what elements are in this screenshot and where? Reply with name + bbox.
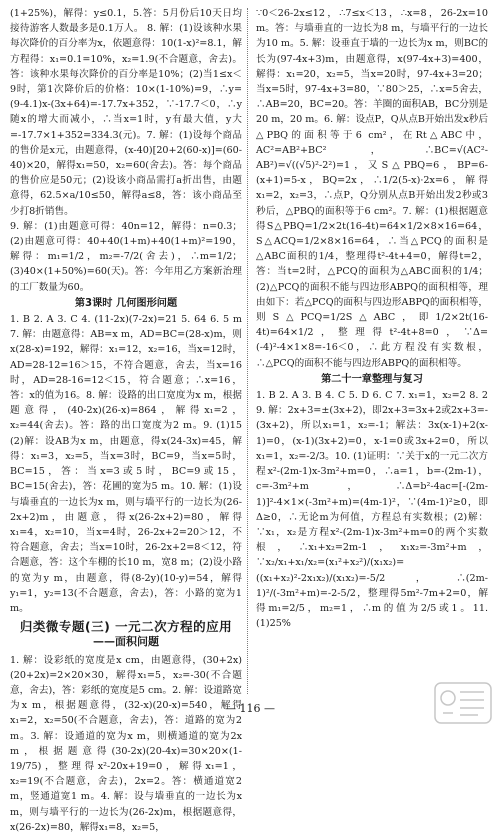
answer-paragraph: 1. B 2. A 3. B 4. C 5. D 6. C 7. x₁=1，x₂=2 8. 2 9. 解：2x+3=±(3x+2)，即2x+3=3x+2或2x+3=-(3x+2)，所以x₁=1，x₂=-1；解法：3x(x-1)+2(x-1)=0，(x-1)(3x+2)=0，x-1=0或3x+2=0，所以x₁=1，x₂=-2/3。10. (1)证明：∵关于x的一元二次方程x²-(2m-1)x-3m²+m=0，∴a=1，b=-(2m-1)，c=-3m²+m，∴Δ=b²-4ac=[-(2m-1)]²-4×1×(-3m²+m)=(4m-1)²，∵(4m-1)²≥0，即Δ≥0，∴无论m为何值，方程总有实数根；(2)解：∵x₁，x₂是方程x²-(2m-1)x-3m²+m=0的两个实数根，∴x₁+x₂=2m-1，x₁x₂=-3m²+m，∵x₂/x₁+x₁/x₂=(x₁²+x₂²)/(x₁x₂)=((x₁+x₂)²-2x₁x₂)/(x₁x₂)=-5/2，∴(2m-1)²/(-3m²+m)=-2-5/2，整理得5m²-7m+2=0，解得m₁=2/5，m₂=1，∴m的值为2/5或1。11. (1)25% [256, 390, 488, 630]
answer-paragraph: 9. 解：(1)由题意可得：40n=12，解得：n=0.3；(2)由题意可得：40+40(1+m)+40(1+m)²=190，解得：m₁=1/2，m₂=-7/2(舍去)，∴m=1/2；(3)40×(1+50%)=60(天)。答：今年用乙方案新治理的工厂数量为60。 [10, 220, 242, 293]
topic-subtitle: ——面积问题 [93, 635, 159, 649]
watermark-logo-icon [434, 682, 492, 724]
answer-paragraph: ∵0＜26-2x≤12，∴7≤x＜13，∴x=8，26-2x=10 m。答：与墙垂直的一边长为8 m，与墙平行的一边长为10 m。5. 解：设垂直于墙的一边长为x m，则BC的长为(97-4x+3)m，由题意得，x(97-4x+3)=400，解得：x₁=20，x₂=5，当x=20时，97-4x+3=20；当x=5时，97-4x+3=80，∵80＞25，∴x=5舍去，∴AB=20，BC=20。答：羊圈的面积AB，BC分别是20 m，20 m。6. 解：设点P，Q从点B开始出发x秒后△PBQ的面积等于6 cm²，在Rt△ABC中，AC²=AB²+BC²，∴BC=√(AC²-AB²)=√((√5)²-2²)=1，又S△PBQ=6，BP=6-(x+1)=5-x，BQ=2x，∴1/2(5-x)·2x=6，解得x₁=2，x₂=3，∴点P，Q分别从点B开始出发2秒或3秒后，△PBQ的面积等于6 cm²。7. 解：(1)根据题意得S△PBQ=1/2×2t(16-4t)=64×1/2×8×16=64，S△ACQ=1/2×8×16=64，∴当△PCQ的面积是△ABC面积的1/4，整理得t²-4t+4=0，解得t=2，答：当t=2时，△PCQ的面积为△ABC面积的1/4；(2)△PCQ的面积不能与四边形ABPQ的面积相等，理由如下：若△PCQ的面积与四边形ABPQ的面积相等，则S△PCQ=1/2S△ABC，即1/2×2t(16-4t)=64×1/2，整理得t²-4t+8=0，∵Δ=(-4)²-4×1×8=-16＜0，∴此方程没有实数根，∴△PCQ的面积不能与四边形ABPQ的面积相等。 [256, 8, 488, 369]
right-column [256, 6, 488, 696]
page-number: — 116 — [225, 702, 275, 715]
section-title: 第3课时 几何图形问题 [74, 297, 178, 309]
answer-paragraph: (1+25%)，解得：y≤0.1，5.答：5月份后10天日均接待游客人数最多是0.1万人。 8. 解：(1)设该种水果每次降价的百分率为x，依题意得：10(1-x)²=8.1，解方程得：x₁=0.1=10%，x₂=1.9(不合题意，舍去)。答：该种水果每次降价的百分率是10%；(2)当1≤x＜9时，第1次降价后的价格：10×(1-10%)=9，∴y=(9-4.1)x-(3x+64)=-17.7x+352，∵-17.7＜0，∴y随x的增大而减小，∴当x=1时，y有最大值，y大=-17.7×1+352=334.3(元)。7. 解：(1)设每个商品的售价是x元，由题意得，(x-40)[20+2(60-x)]=(60-40)×20，解得x₁=50，x₂=60(舍去)。答：每个商品的售价应是50元；(2)设该小商品需打a折出售，由题意得，62.5×a/10≤50，解得a≤8，答：该小商品至少打8折销售。 [10, 8, 242, 217]
answer-paragraph: 1. B 2. A 3. C 4. (11-2x)(7-2x)=21 5. 64 6. 5 m 7. 解：由题意得：AB=x m，AD=BC=(28-x)m，则x(28-x)=192，解得：x₁=12，x₂=16，当x=12时，AD=28-12=16＞15，不符合题意，舍去，当x=16时，AD=28-16=12＜15，符合题意；∴x=16，答：x的值为16。8. 解：设路的出口宽度为x m，根据题意得，(40-2x)(26-x)=864，解得x₁=2，x₂=44(舍去)。答：路的出口宽度为2 m。9. (1)15 (2)解：设AB为x m，由题意，得x(24-3x)=45，解得：x₁=3，x₂=5，当x=3时，BC=9，当x=5时，BC=15，答：当x=3或5时，BC=9或15，BC=15(舍去)，答：花圃的宽为5 m。10. 解：(1)设与墙垂直的一边长为x m，则与墙平行的一边长为(26-2x+2)m，由题意，得x(26-2x+2)=80，解得x₁=4，x₂=10，当x=4时，26-2x+2=20＞12，不符合题意，舍去；当x=10时，26-2x+2=8＜12，符合题意，答：这个车棚的长10 m，宽8 m；(2)设小路的宽为y m，由题意，得(8-2y)(10-y)=54，解得y₁=1，y₂=13(不合题意，舍去)，答：小路的宽为1 m。 [10, 314, 242, 614]
column-divider [247, 8, 248, 694]
answer-paragraph: 1. 解：设彩纸的宽度是x cm，由题意得，(30+2x)(20+2x)=2×20×30，解得x₁=5，x₂=-30(不合题意，舍去)，答：彩纸的宽度是5 cm。2. 解：设道路宽为x m，根据题意得，(32-x)(20-x)=540，解得x₁=2，x₂=50(不合题意，舍去)，答：道路的宽为2 m。3. 解：设通道的宽为x m，则横通道的宽为2x m，根据题意得(30-2x)(20-4x)=30×20×(1-19/75)，整理得x²-20x+19=0，解得x₁=1，x₂=19(不合题意，舍去)，2x=2。答：横通道宽2 m，竖通道宽1 m。4. 解：设与墙垂直的一边长为x m，则与墙平行的一边长为(26-2x)m，根据题意得，x(26-2x)=80，解得x₁=8，x₂=5， [10, 654, 242, 833]
topic-title: 归类微专题(三) 一元二次方程的应用 [19, 619, 233, 635]
left-column [10, 6, 242, 833]
section-title: 第二十一章整理与复习 [321, 373, 423, 385]
